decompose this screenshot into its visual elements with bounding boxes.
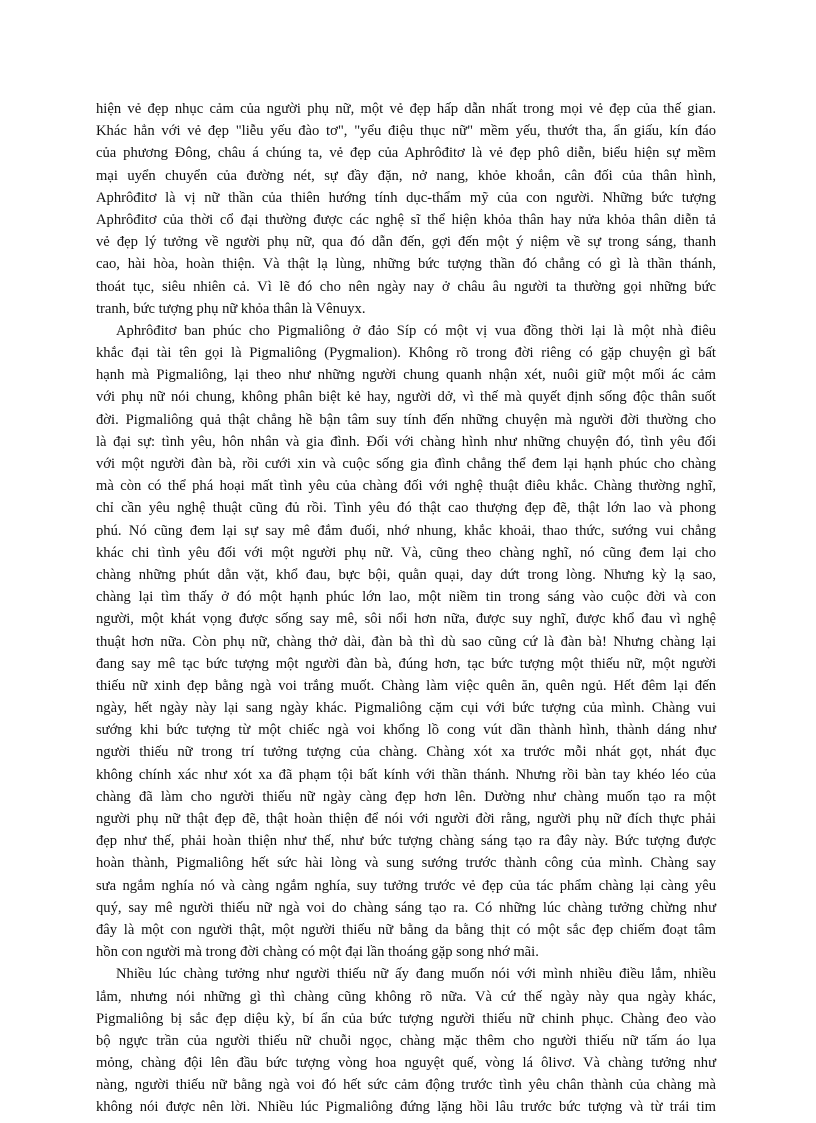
text-line: đang say mê tạc bức tượng một người đàn bà, đúng hơn, tạc bức tượng một thiếu nữ, một người bbox=[96, 655, 716, 672]
text-line: mại uyển chuyển của đường nét, sự đầy đặn, nở nang, khỏe khoắn, cân đối của thân hình, bbox=[96, 167, 716, 184]
text-line: hạnh mà Pigmaliông, lại theo như những người chung quanh nhận xét, nuôi giữ một mối ác cảm bbox=[96, 367, 716, 384]
text-line: thoát tục, siêu nhiên cả. Vì lẽ đó cho nên ngày nay ở châu âu người ta thường gọi những bức bbox=[96, 278, 716, 295]
document-page bbox=[96, 98, 716, 1119]
text-line: người phụ nữ thật đẹp đẽ, thật hoàn thiện để nói với người đời rằng, người phụ nữ đích thực phải bbox=[96, 811, 716, 827]
text-line: là đại sự: tình yêu, hôn nhân và gia đình. Đối với chàng hình như những chuyện đó, tình yêu đối bbox=[96, 433, 716, 450]
text-line: Pigmaliông bị sắc đẹp diệu kỳ, bí ẩn của bức tượng người thiếu nữ chinh phục. Chàng đeo vào bbox=[96, 1010, 716, 1027]
text-line: quý, say mê người thiếu nữ ngà voi do chàng sáng tạo ra. Có những lúc chàng tưởng chừng như bbox=[96, 899, 716, 916]
text-line: vẻ đẹp lý tưởng về người phụ nữ, qua đó dẫn đến, gợi đến một ý niệm về sự trong sáng, thanh bbox=[96, 234, 716, 251]
text-line: mỏng, chàng đội lên đầu bức tượng vòng hoa nguyệt quế, vòng lá ôlivơ. Và chàng tưởng như bbox=[96, 1055, 716, 1072]
text-line: sướng khi bức tượng từ một chiếc ngà voi khổng lồ cong vút dần thành hình, thành dáng như bbox=[96, 722, 716, 739]
text-line: hoàn thành, Pigmaliông hết sức hài lòng và sung sướng trước thành công của mình. Chàng say bbox=[96, 855, 716, 872]
text-line: chỉ cần yêu nghệ thuật cũng đủ rồi. Tình yêu đó thật cao thượng đẹp đẽ, thật lớn lao và phong bbox=[96, 500, 716, 517]
text-line: khác chi tình yêu đối với một người phụ nữ. Và, cũng theo chàng nghĩ, nó cũng đem lại cho bbox=[96, 544, 716, 561]
text-line: cao, hài hòa, hoàn thiện. Và thật lạ lùng, những bức tượng thần đó chẳng có gì là thần thánh, bbox=[96, 256, 716, 273]
text-line: lắm, nhưng nói những gì thì chàng cũng không rõ nữa. Và cứ thế ngày này qua ngày khác, bbox=[96, 988, 716, 1005]
text-line: mà còn có thể phá hoại mất tình yêu của chàng đối với nghệ thuật điêu khắc. Chàng thường nghĩ, bbox=[96, 478, 716, 495]
text-line: đời. Pigmaliông quả thật chẳng hề bận tâm suy tính đến những chuyện mà người đời thường cho bbox=[96, 411, 716, 428]
text-line: người thiếu nữ trong trí tưởng tượng của chàng. Chàng xót xa trước mỗi nhát gọt, nhát đục bbox=[96, 744, 716, 761]
text-line: chàng đã làm cho người thiếu nữ ngày càng đẹp hơn lên. Dường như chàng muốn tạo ra một bbox=[96, 788, 716, 805]
text-line: không nói được nên lời. Nhiều lúc Pigmaliông đứng lặng hồi lâu trước bức tượng và từ trái tim bbox=[96, 1099, 716, 1116]
text-line: phú. Nó cũng đem lại sự say mê đắm đuối, nhớ nhung, khắc khoải, thao thức, sướng vui chẳng bbox=[96, 522, 716, 539]
text-line: đây là một con người thật, một người thiếu nữ bằng da bằng thịt có một sắc đẹp chiếm đoạt tâm bbox=[96, 921, 716, 938]
text-line: Khác hẳn với vẻ đẹp "liễu yếu đào tơ", "yểu điệu thục nữ" mềm yếu, thướt tha, ẩn giấu, kín đáo bbox=[96, 123, 716, 140]
text-line: với một người đàn bà, rồi cưới xin và cuộc sống gia đình chẳng thể đem lại hạnh phúc cho chàng bbox=[96, 456, 716, 472]
text-line: chàng lại tìm thấy ở đó một hạnh phúc lớn lao, một niềm tin trong sáng vào cuộc đời và con bbox=[96, 589, 716, 606]
text-line: khắc đại tài tên gọi là Pigmaliông (Pygmalion). Không rõ trong đời riêng có gặp chuyện gì bất bbox=[96, 345, 716, 362]
text-line: chàng những phút dằn vặt, khổ đau, bực bội, quằn quại, day dứt trong lòng. Nhưng kỳ lạ sao, bbox=[96, 566, 716, 583]
paragraph-pygmalion-blessing bbox=[96, 320, 716, 963]
text-line: đẹp như thế, phải hoàn thiện như thế, như bức tượng chàng sáng tạo ra đây này. Bức tượng được bbox=[96, 833, 716, 850]
text-line: tranh, bức tượng phụ nữ khỏa thân là Vênuyx. bbox=[96, 300, 366, 317]
paragraph-aphrodite-beauty bbox=[96, 98, 716, 320]
text-line: Aphrôđitơ của thời cổ đại thường được các nghệ sĩ thể hiện khỏa thân hay nửa khỏa thân diễn tả bbox=[96, 211, 716, 228]
paragraph-pygmalion-love bbox=[96, 963, 716, 1118]
text-line: Nhiều lúc chàng tưởng như người thiếu nữ ấy đang muốn nói với mình nhiều điều lắm, nhiều bbox=[116, 966, 716, 983]
text-line: người, một khát vọng được sống say mê, sôi nổi hơn nữa, được suy nghĩ, được khổ đau vì nghệ bbox=[96, 611, 716, 628]
text-line: hồn con người mà trong đời chàng có một đại lần thoáng gặp song nhớ mãi. bbox=[96, 944, 539, 961]
text-line: thuật hơn nữa. Còn phụ nữ, chàng thở dài, đàn bà thì dù sao cũng cứ là đàn bà! Nhưng chàng lại bbox=[96, 633, 716, 650]
text-line: ngày, hết ngày này lại sang ngày khác. Pigmaliông cặm cụi với bức tượng của mình. Chàng vui bbox=[96, 700, 716, 717]
text-line: nàng, người thiếu nữ bằng ngà voi đó hết sức cảm động trước tình yêu chân thành của chàng mà bbox=[96, 1077, 716, 1094]
text-line: bộ ngực trần của người thiếu nữ chuỗi ngọc, chàng mặc thêm cho người thiếu nữ tấm áo lụa bbox=[96, 1032, 716, 1049]
text-line: của phương Đông, châu á chúng ta, vẻ đẹp của Aphrôđitơ là vẻ đẹp phô diễn, biểu hiện sự mềm bbox=[96, 145, 716, 162]
text-line: thiếu nữ xinh đẹp bằng ngà voi trắng muốt. Chàng làm việc quên ăn, quên ngủ. Hết đêm lại đến bbox=[96, 677, 716, 694]
text-line: với phụ nữ nói chung, không phân biệt kẻ hay, người dở, vì thế mà quyết định sống độc thân suốt bbox=[96, 389, 716, 406]
text-line: không chính xác như xót xa đã phạm tội bất kính với thần thánh. Nhưng rồi bàn tay khéo léo của bbox=[96, 766, 716, 783]
text-line: Aphrôđitơ là vị nữ thần của thiên hướng tính dục-thẩm mỹ của con người. Những bức tượng bbox=[96, 189, 716, 206]
text-line: Aphrôđitơ ban phúc cho Pigmaliông ở đảo Síp có một vị vua đồng thời lại là một nhà điêu bbox=[116, 322, 716, 339]
text-line: hiện vẻ đẹp nhục cảm của người phụ nữ, một vẻ đẹp hấp dẫn nhất trong mọi vẻ đẹp của thế gian. bbox=[96, 101, 716, 117]
text-line: sưa ngắm nghía nó và càng ngắm nghía, suy tưởng trước vẻ đẹp của tác phẩm chàng lại càng yêu bbox=[96, 877, 716, 894]
